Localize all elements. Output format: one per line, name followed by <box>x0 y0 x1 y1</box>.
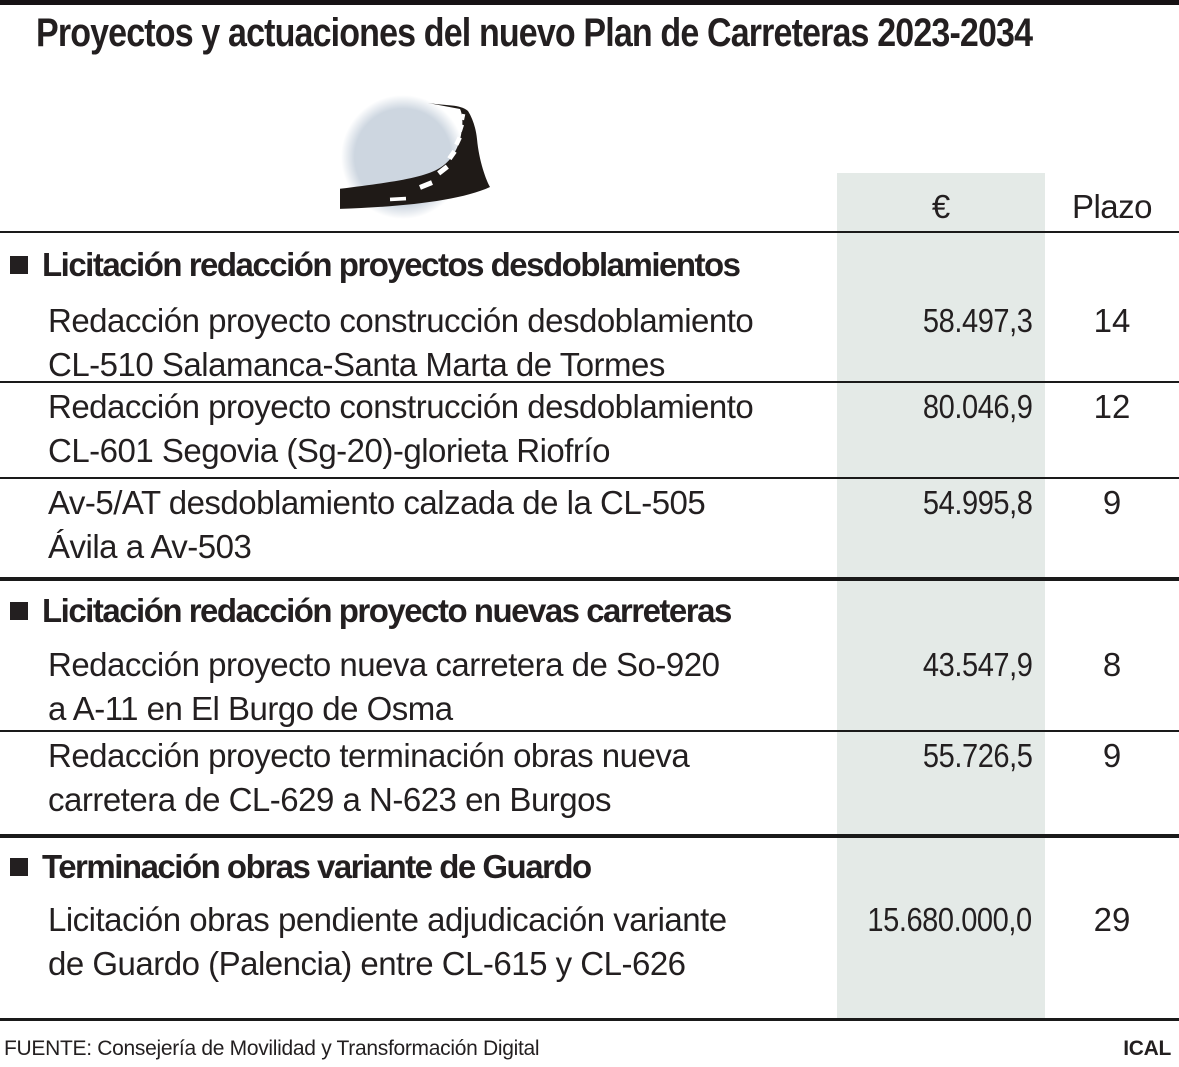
description-line-1: Redacción proyecto nueva carretera de So-920 <box>48 646 720 683</box>
euro-value: 43.547,9 <box>922 646 1032 683</box>
description-line-2: carretera de CL-629 a N-623 en Burgos <box>48 781 611 818</box>
euro-value: 55.726,5 <box>922 737 1032 774</box>
euro-value: 15.680.000,0 <box>867 901 1032 938</box>
description-line-1: Redacción proyecto construcción desdoblamiento <box>48 302 754 339</box>
plazo-value: 29 <box>1093 901 1131 938</box>
top-rule <box>0 0 1179 5</box>
square-bullet-icon <box>10 602 28 620</box>
footer <box>0 1034 1179 1064</box>
section-header-nuevas-carreteras <box>0 577 1179 641</box>
row-description <box>0 297 837 387</box>
table-row <box>0 896 1179 1004</box>
description-line-2: CL-510 Salamanca-Santa Marta de Tormes <box>48 346 665 383</box>
row-description <box>0 732 837 822</box>
square-bullet-icon <box>10 858 28 876</box>
source-text: FUENTE: Consejería de Movilidad y Transformación Digital <box>4 1037 540 1060</box>
plazo-value: 14 <box>1093 302 1131 339</box>
road-icon <box>340 85 510 230</box>
section-title: Licitación redacción proyecto nuevas carreteras <box>42 592 731 629</box>
section-title: Terminación obras variante de Guardo <box>42 848 591 885</box>
page-title: Proyectos y actuaciones del nuevo Plan de Carreteras 2023-2034 <box>36 11 1033 55</box>
square-bullet-icon <box>10 256 28 274</box>
table-row <box>0 641 1179 732</box>
description-line-2: Ávila a Av-503 <box>48 528 252 565</box>
table-row <box>0 383 1179 479</box>
euro-value: 58.497,3 <box>922 302 1032 339</box>
section-title: Licitación redacción proyectos desdoblamientos <box>42 246 740 283</box>
description-line-1: Av-5/AT desdoblamiento calzada de la CL-505 <box>48 484 706 521</box>
description-line-2: CL-601 Segovia (Sg-20)-glorieta Riofrío <box>48 432 610 469</box>
projects-table <box>0 231 1179 1004</box>
plazo-value: 8 <box>1102 646 1122 683</box>
plazo-value: 9 <box>1102 484 1122 521</box>
footer-rule <box>0 1018 1179 1021</box>
description-line-2: a A-11 en El Burgo de Osma <box>48 690 453 727</box>
row-description <box>0 896 837 986</box>
column-headers <box>837 183 1179 231</box>
description-line-1: Licitación obras pendiente adjudicación variante <box>48 901 727 938</box>
row-description <box>0 479 837 569</box>
column-header-euro: € <box>931 188 951 225</box>
plazo-value: 9 <box>1102 737 1122 774</box>
table-row <box>0 297 1179 383</box>
description-line-1: Redacción proyecto terminación obras nueva <box>48 737 690 774</box>
plazo-value: 12 <box>1093 388 1131 425</box>
credit-text: ICAL <box>1123 1037 1171 1060</box>
description-line-2: de Guardo (Palencia) entre CL-615 y CL-626 <box>48 945 686 982</box>
description-line-1: Redacción proyecto construcción desdoblamiento <box>48 388 754 425</box>
column-header-plazo: Plazo <box>1071 188 1153 225</box>
section-header-variante-guardo <box>0 834 1179 896</box>
euro-value: 80.046,9 <box>922 388 1032 425</box>
section-header-desdoblamientos <box>0 233 1179 297</box>
row-description <box>0 641 837 731</box>
euro-value: 54.995,8 <box>922 484 1032 521</box>
table-row <box>0 732 1179 834</box>
row-description <box>0 383 837 473</box>
table-row <box>0 479 1179 577</box>
